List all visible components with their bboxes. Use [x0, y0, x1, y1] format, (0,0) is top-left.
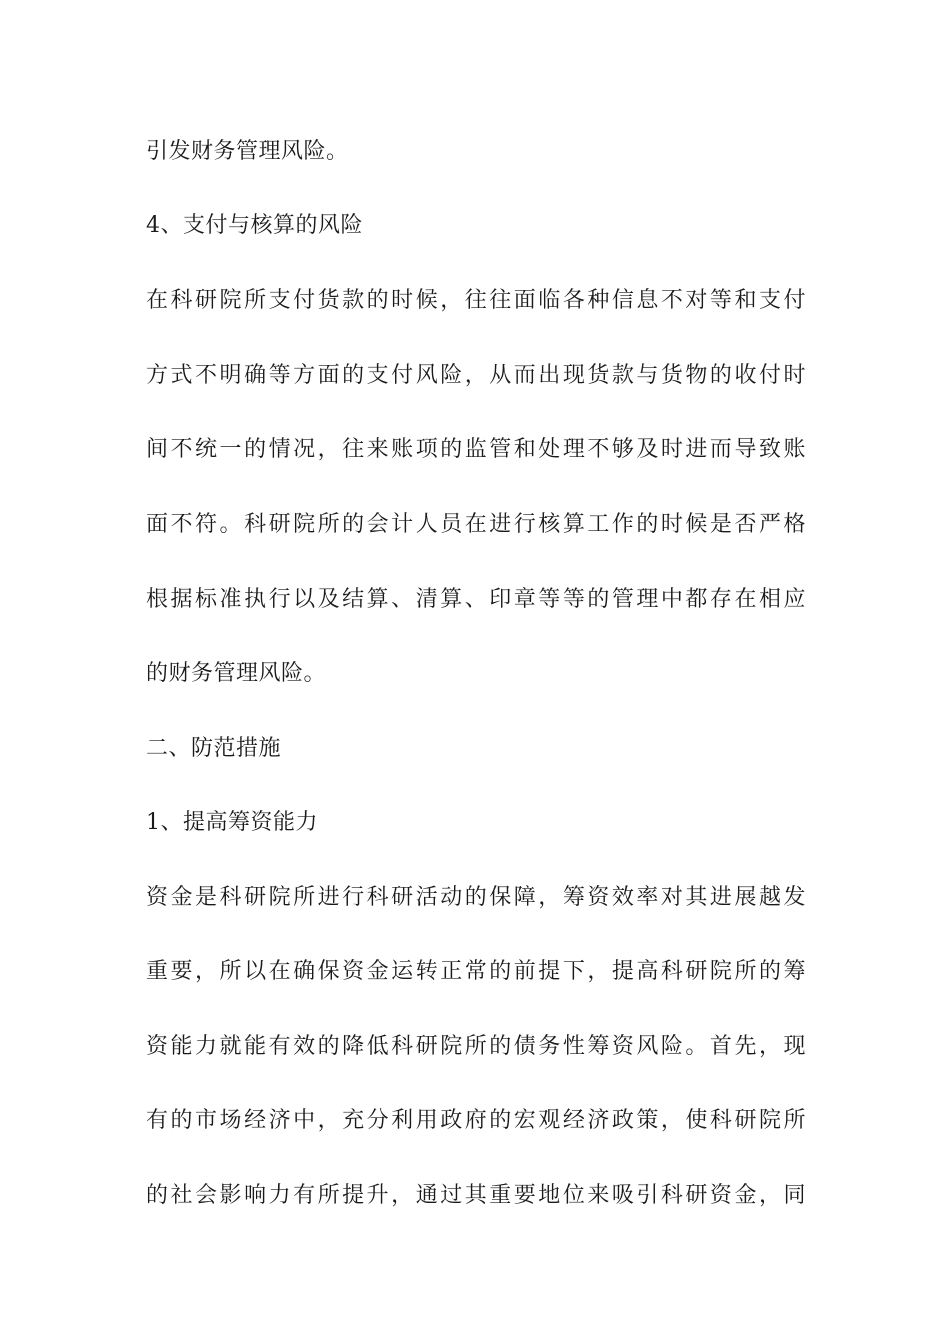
paragraph-line: 重要，所以在确保资金运转正常的前提下，提高科研院所的筹: [146, 959, 806, 984]
section-heading-payment-risk: 4、支付与核算的风险: [146, 213, 363, 238]
paragraph-line: 资金是科研院所进行科研活动的保障，筹资效率对其进展越发: [146, 885, 806, 910]
paragraph-line: 面不符。科研院所的会计人员在进行核算工作的时候是否严格: [146, 512, 806, 537]
paragraph-line: 在科研院所支付货款的时候，往往面临各种信息不对等和支付: [146, 288, 806, 313]
paragraph-line: 方式不明确等方面的支付风险，从而出现货款与货物的收付时: [146, 363, 806, 388]
paragraph-line: 间不统一的情况，往来账项的监管和处理不够及时进而导致账: [146, 437, 806, 462]
subsection-heading-financing: 1、提高筹资能力: [146, 810, 318, 835]
paragraph-line: 资能力就能有效的降低科研院所的债务性筹资风险。首先，现: [146, 1034, 806, 1059]
paragraph-line: 根据标准执行以及结算、清算、印章等等的管理中都存在相应: [146, 587, 806, 612]
section-heading-prevention: 二、防范措施: [146, 736, 282, 761]
paragraph-line: 的财务管理风险。: [146, 661, 327, 686]
paragraph-line: 引发财务管理风险。: [146, 139, 349, 164]
paragraph-line: 的社会影响力有所提升，通过其重要地位来吸引科研资金，同: [146, 1183, 806, 1208]
paragraph-line: 有的市场经济中，充分利用政府的宏观经济政策，使科研院所: [146, 1108, 806, 1133]
